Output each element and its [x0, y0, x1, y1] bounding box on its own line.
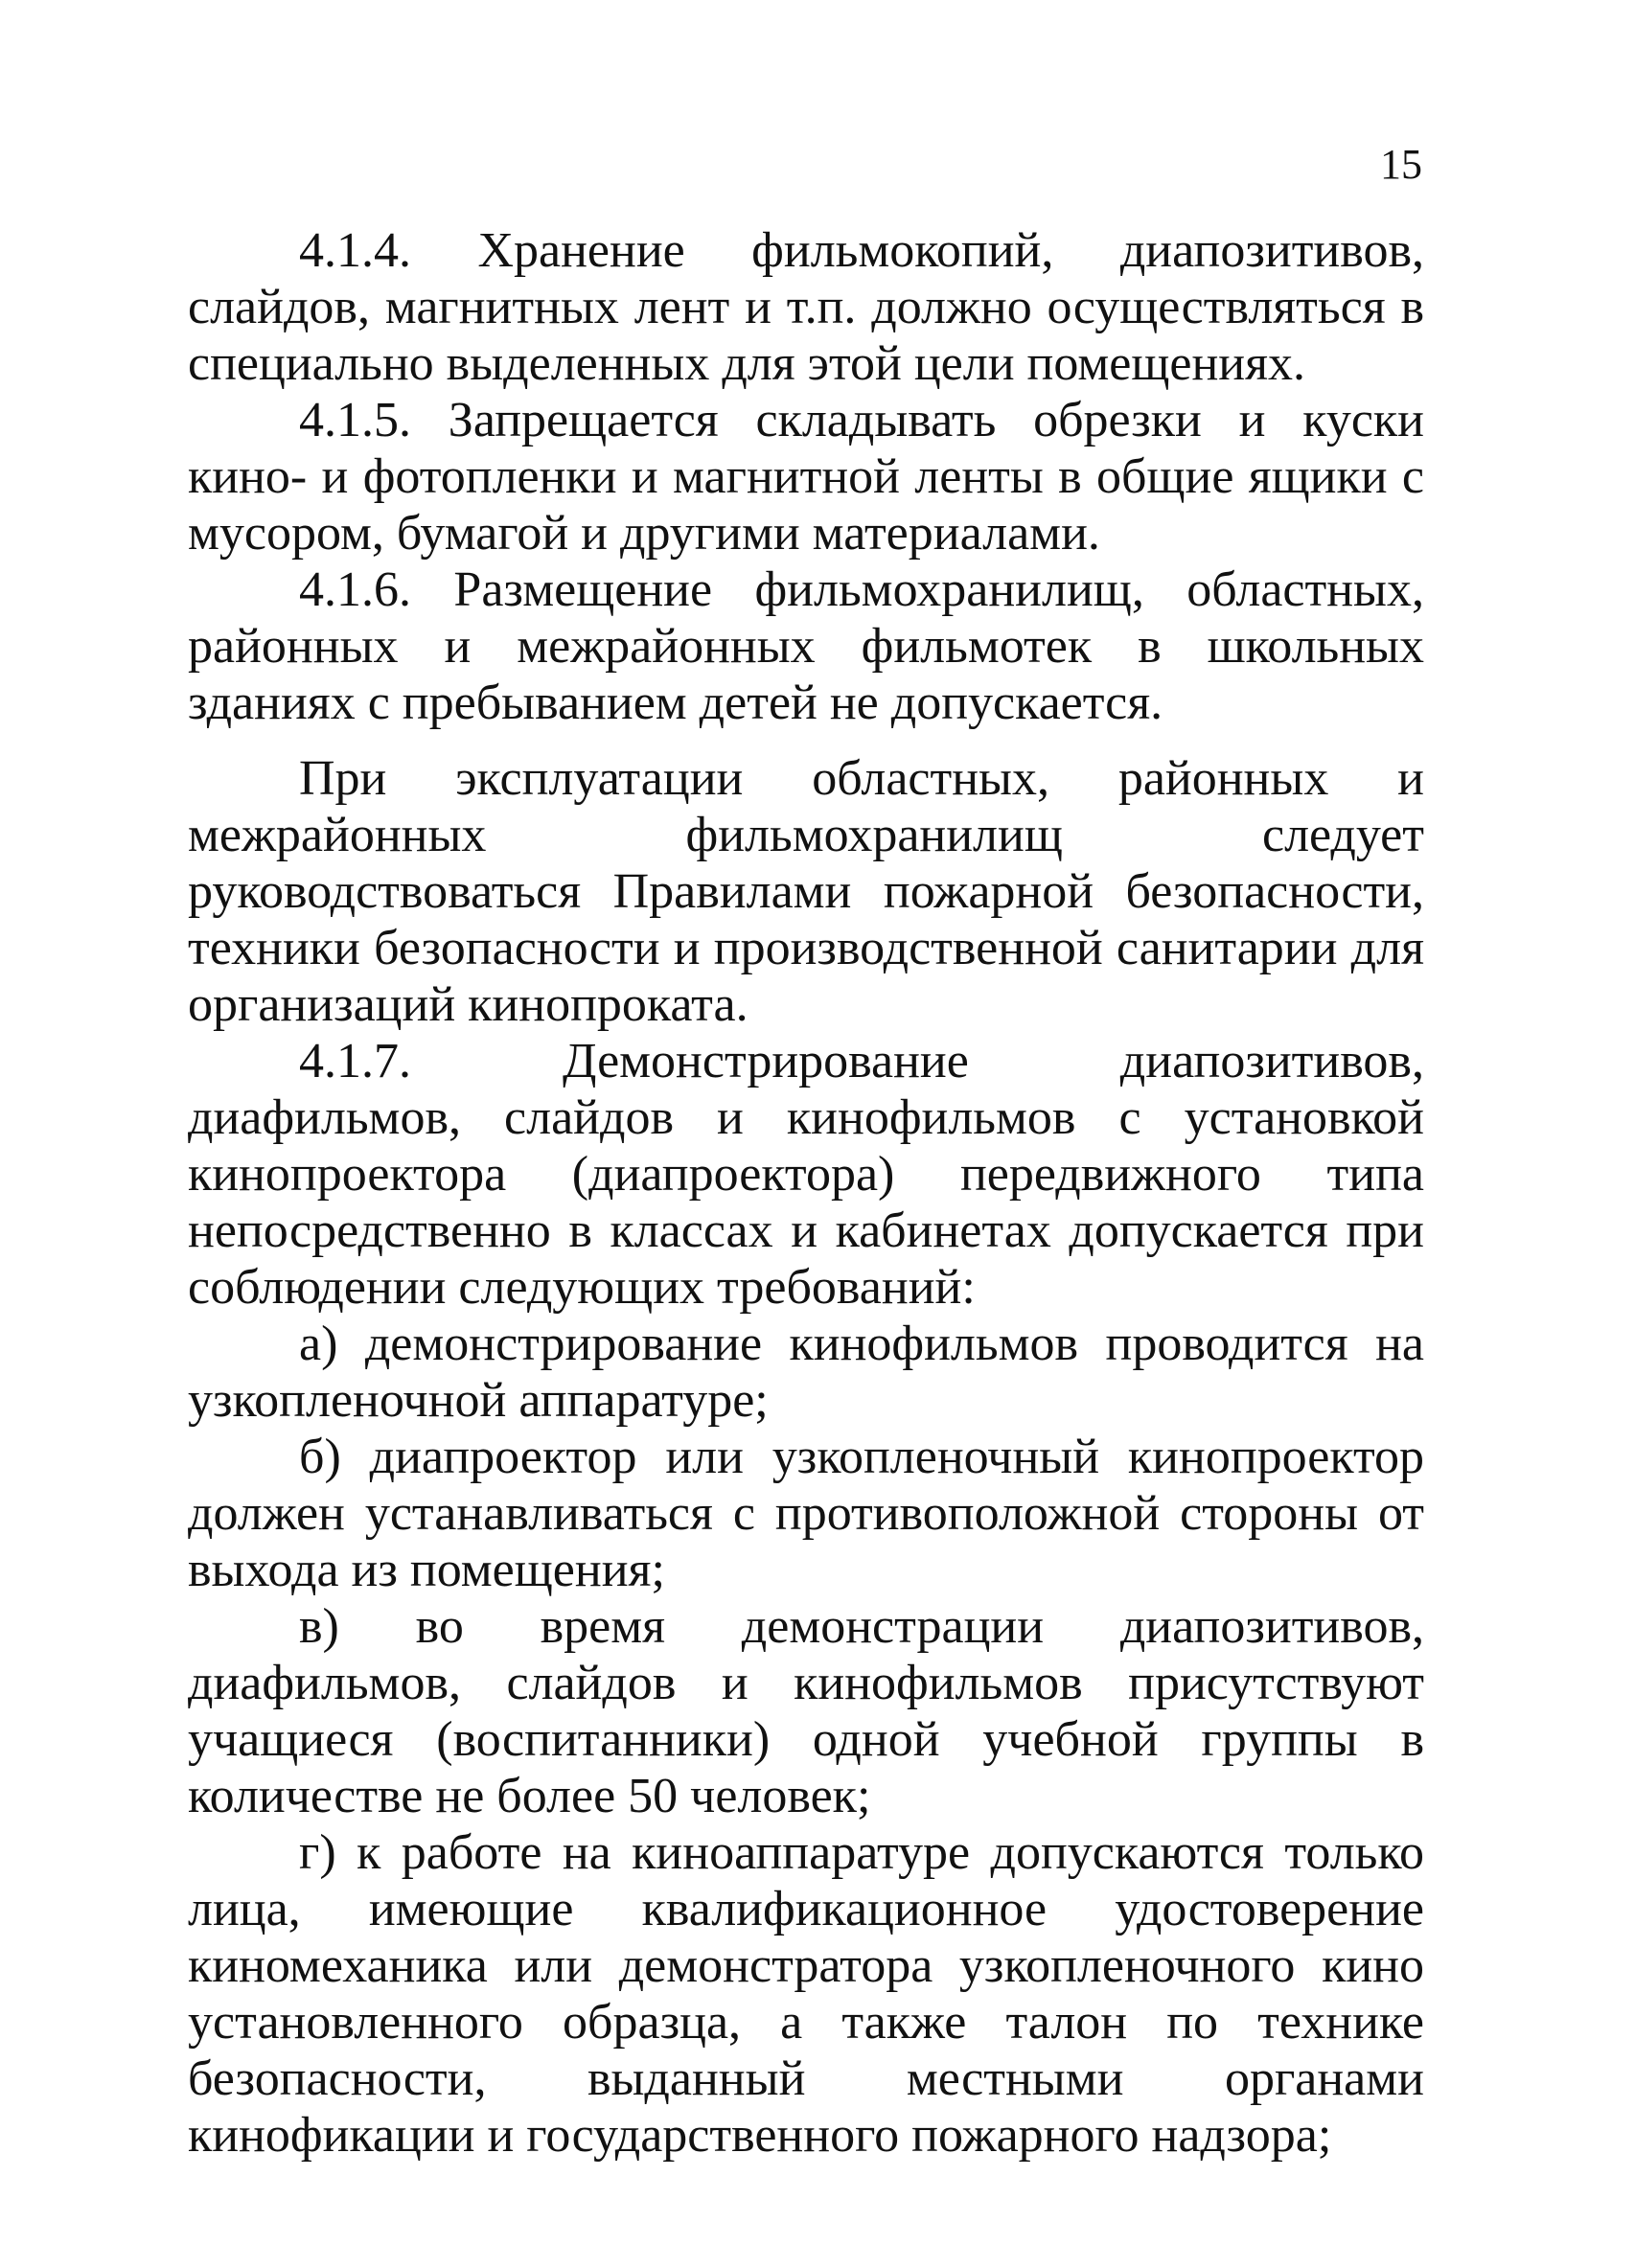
paragraph-4-1-7: 4.1.7. Демонстрирование диапозитивов, диафильмов, слайдов и кинофильмов с установкой кинопроектора (диапроектора) передвижного типа непосредственно в классах и кабинетах допускается при соблюдении следующих требований: — [188, 1034, 1424, 1315]
paragraph-4-1-4: 4.1.4. Хранение фильмокопий, диапозитивов, слайдов, магнитных лент и т.п. должно осуществляться в специально выделенных для этой цели помещениях. — [188, 223, 1424, 391]
document-body — [188, 222, 1424, 2164]
paragraph-4-1-5: 4.1.5. Запрещается складывать обрезки и куски кино- и фотопленки и магнитной ленты в общие ящики с мусором, бумагой и другими материалами. — [188, 393, 1424, 561]
requirement-g: г) к работе на киноаппаратуре допускаются только лица, имеющие квалификационное удостоверение киномеханика или демонстратора узкопленочного кино установленного образца, а также талон по технике безопасности, выданный местными органами кинофикации и государственного пожарного надзора; — [188, 1825, 1424, 2163]
page-number: 15 — [1380, 141, 1422, 188]
paragraph-4-1-6: 4.1.6. Размещение фильмохранилищ, областных, районных и межрайонных фильмотек в школьных зданиях с пребыванием детей не допускается. — [188, 562, 1424, 730]
paragraph-operation-rules: При эксплуатации областных, районных и межрайонных фильмохранилищ следует руководствоваться Правилами пожарной безопасности, техники безопасности и производственной санитарии для организаций кинопроката. — [188, 751, 1424, 1032]
requirement-v: в) во время демонстрации диапозитивов, диафильмов, слайдов и кинофильмов присутствуют учащиеся (воспитанники) одной учебной группы в количестве не более 50 человек; — [188, 1599, 1424, 1823]
requirement-b: б) диапроектор или узкопленочный кинопроектор должен устанавливаться с противоположной стороны от выхода из помещения; — [188, 1430, 1424, 1597]
requirement-a: а) демонстрирование кинофильмов проводится на узкопленочной аппаратуре; — [188, 1317, 1424, 1428]
